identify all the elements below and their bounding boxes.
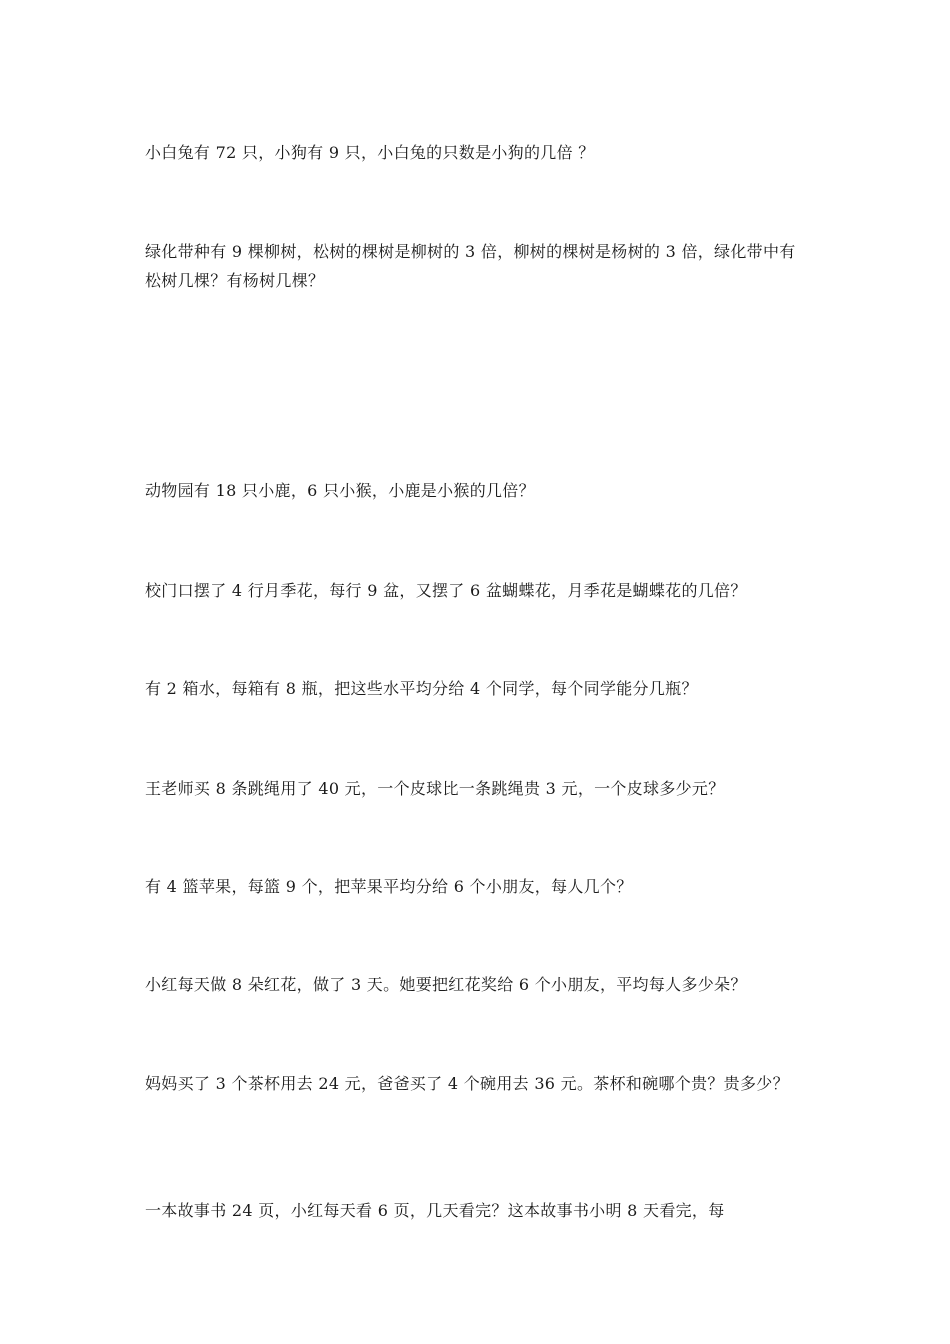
word-problem-2: 绿化带种有 9 棵柳树，松树的棵树是柳树的 3 倍，柳树的棵树是杨树的 3 倍，绿化带中有松树几棵？有杨树几棵？ [145, 242, 796, 290]
word-problem-1: 小白兔有 72 只，小狗有 9 只，小白兔的只数是小狗的几倍 ？ [145, 143, 595, 162]
word-problem-10: 一本故事书 24 页，小红每天看 6 页，几天看完？这本故事书小明 8 天看完，每 [145, 1201, 725, 1220]
word-problem-4: 校门口摆了 4 行月季花，每行 9 盆，又摆了 6 盆蝴蝶花，月季花是蝴蝶花的几倍？ [145, 581, 747, 600]
word-problem-7: 有 4 篮苹果，每篮 9 个，把苹果平均分给 6 个小朋友，每人几个？ [145, 877, 633, 896]
word-problem-5: 有 2 箱水，每箱有 8 瓶，把这些水平均分给 4 个同学，每个同学能分几瓶？ [145, 679, 698, 698]
word-problem-8: 小红每天做 8 朵红花，做了 3 天。她要把红花奖给 6 个小朋友，平均每人多少朵？ [145, 975, 747, 994]
word-problem-6: 王老师买 8 条跳绳用了 40 元，一个皮球比一条跳绳贵 3 元，一个皮球多少元？ [145, 779, 725, 798]
word-problem-9: 妈妈买了 3 个茶杯用去 24 元，爸爸买了 4 个碗用去 36 元。茶杯和碗哪个贵？贵多少？ [145, 1074, 789, 1093]
word-problem-3: 动物园有 18 只小鹿，6 只小猴，小鹿是小猴的几倍？ [145, 481, 535, 500]
